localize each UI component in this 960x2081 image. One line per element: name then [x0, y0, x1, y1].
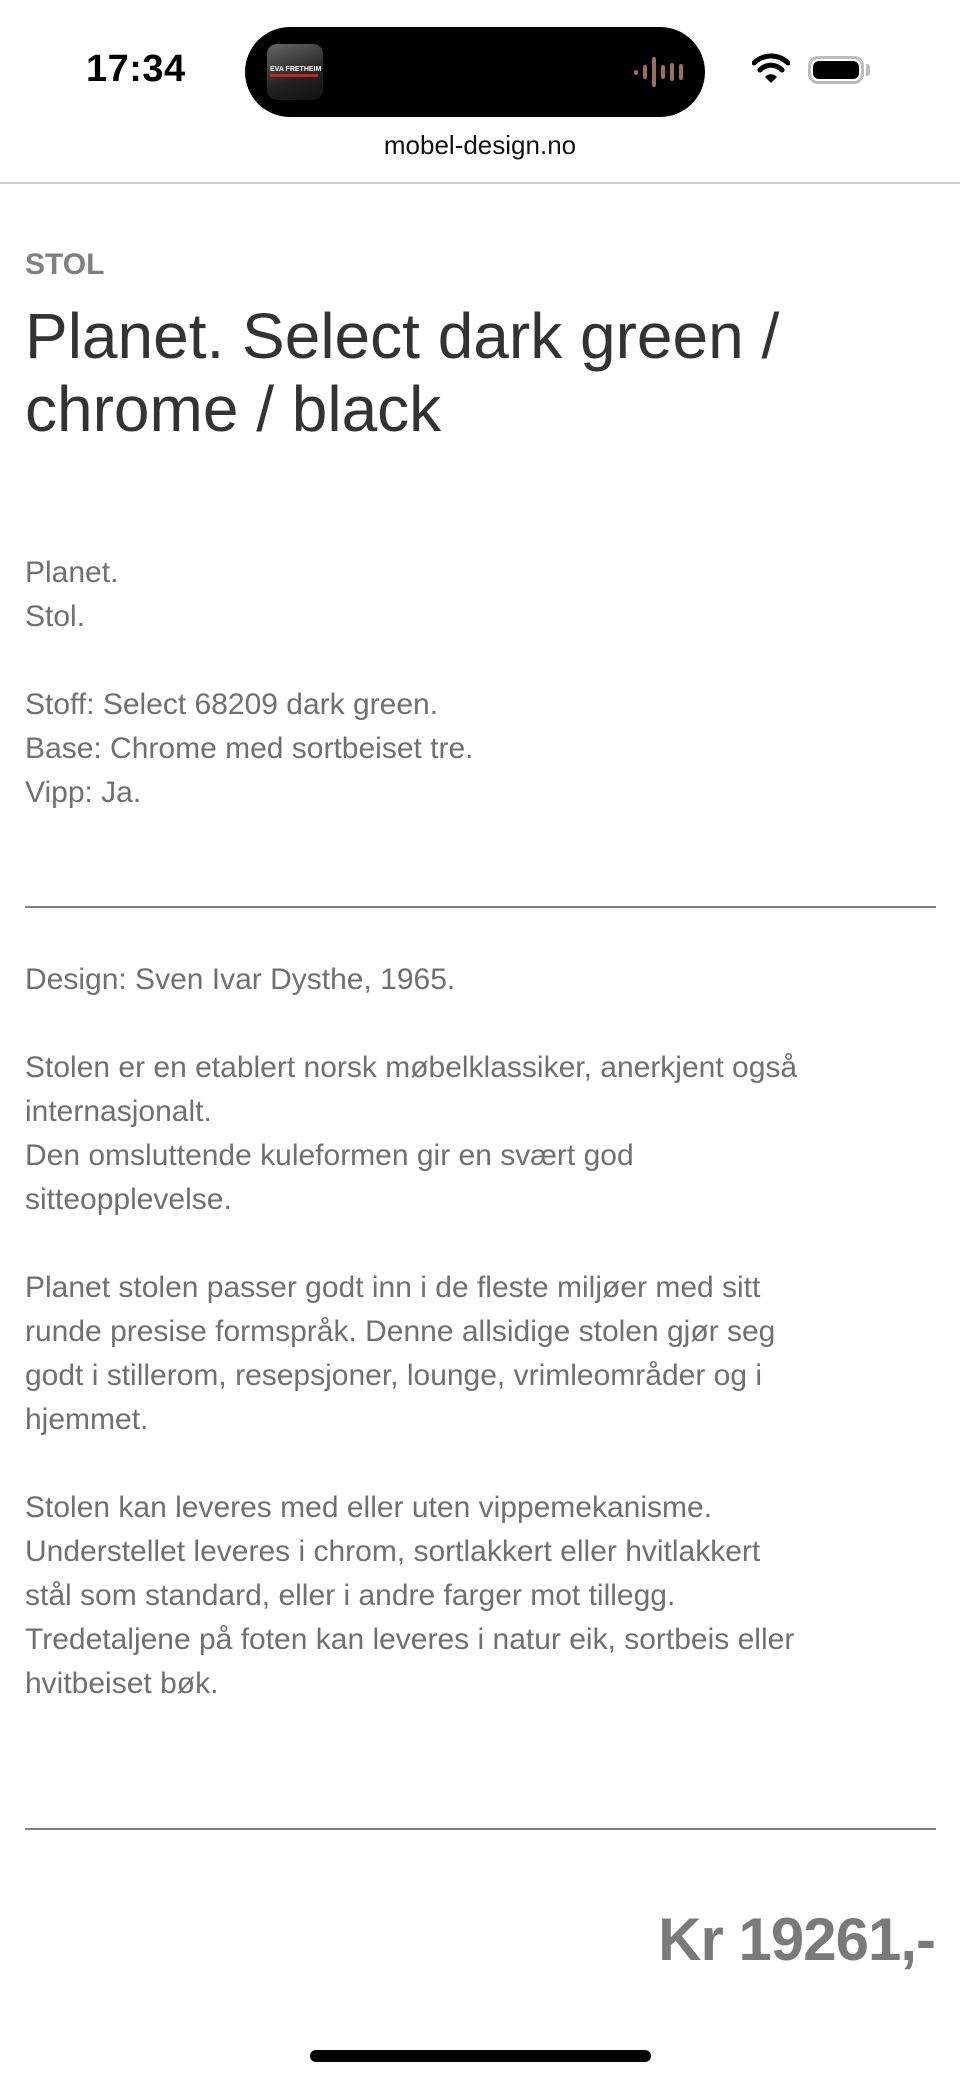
wifi-icon: [752, 52, 790, 84]
description-line: Stolen kan leveres med eller uten vippemekanisme.: [25, 1491, 713, 1524]
description-line: runde presise formspråk. Denne allsidige stolen gjør seg: [25, 1315, 776, 1348]
battery-tip: [866, 64, 870, 76]
product-description: [25, 958, 797, 1706]
section-divider: [25, 906, 936, 908]
status-time: 17:34: [86, 48, 186, 90]
now-playing-album-art: [267, 44, 323, 100]
description-line: stål som standard, eller i andre farger mot tillegg.: [25, 1579, 676, 1612]
product-title: [25, 300, 779, 446]
address-bar-url[interactable]: mobel-design.no: [383, 130, 577, 160]
spec-line: Planet.: [25, 556, 119, 589]
product-specs: [25, 551, 474, 815]
header-divider: [0, 182, 960, 184]
description-line: godt i stillerom, resepsjoner, lounge, vrimleområder og i: [25, 1359, 763, 1392]
description-line: internasjonalt.: [25, 1095, 212, 1128]
dynamic-island[interactable]: [245, 27, 705, 117]
spec-line: Base: Chrome med sortbeiset tre.: [25, 732, 474, 765]
description-line: Den omsluttende kuleformen gir en svært god: [25, 1139, 634, 1172]
spec-line: Stol.: [25, 600, 86, 633]
audio-waveform-icon: [634, 57, 683, 87]
section-divider: [25, 1828, 936, 1830]
description-line: Tredetaljene på foten kan leveres i natur eik, sortbeis eller: [25, 1623, 795, 1656]
spec-line: Stoff: Select 68209 dark green.: [25, 688, 439, 721]
home-indicator[interactable]: [310, 2050, 651, 2062]
battery-icon: [808, 56, 864, 84]
description-line: Design: Sven Ivar Dysthe, 1965.: [25, 963, 456, 996]
title-line: Planet. Select dark green /: [25, 300, 780, 372]
description-line: sitteopplevelse.: [25, 1183, 232, 1216]
description-line: hjemmet.: [25, 1403, 149, 1436]
description-line: Planet stolen passer godt inn i de fleste miljøer med sitt: [25, 1271, 761, 1304]
title-line: chrome / black: [25, 373, 442, 445]
description-line: Stolen er en etablert norsk møbelklassiker, anerkjent også: [25, 1051, 798, 1084]
description-line: Understellet leveres i chrom, sortlakkert eller hvitlakkert: [25, 1535, 761, 1568]
product-category: STOL: [25, 248, 105, 281]
spec-line: Vipp: Ja.: [25, 776, 142, 809]
description-line: hvitbeiset bøk.: [25, 1667, 219, 1700]
album-art-text: EVA FRETHEIM: [270, 66, 322, 73]
product-price: Kr 19261,-: [658, 1906, 935, 1973]
